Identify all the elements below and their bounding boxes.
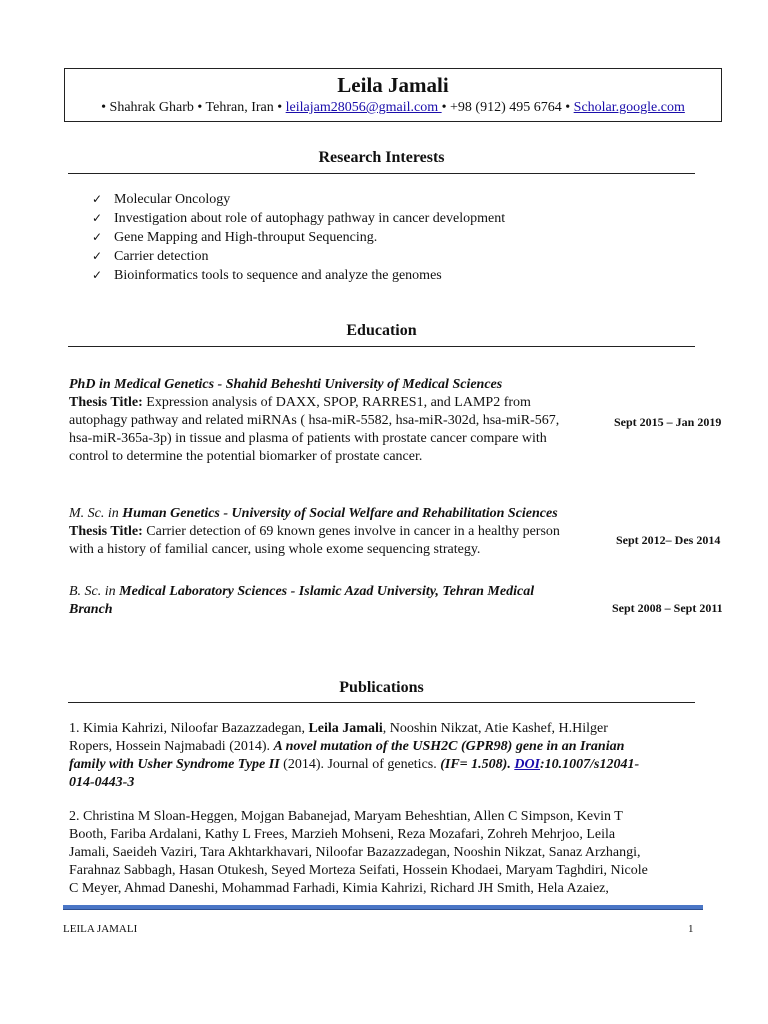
thesis-label: Thesis Title: [69, 395, 143, 410]
highlighted-author: Leila Jamali [308, 721, 383, 736]
scholar-link[interactable]: Scholar.google.com [573, 100, 685, 115]
address-text: • Shahrak Gharb • Tehran, Iran • [101, 100, 286, 115]
paper-title: A novel mutation of the USH2C (GPR98) gene in an Iranian [273, 739, 625, 754]
phd-date: Sept 2015 – Jan 2019 [614, 415, 722, 429]
checkmark-icon: ✓ [92, 230, 103, 244]
list-item: ✓ Molecular Oncology [92, 192, 231, 207]
footer-bar [63, 905, 703, 910]
msc-degree: Human Genetics - University of Social Welfare and Rehabilitation Sciences [122, 506, 558, 521]
research-interests-list [92, 190, 505, 285]
phone-text: • +98 (912) 495 6764 • [441, 100, 574, 115]
list-item: ✓ Investigation about role of autophagy pathway in cancer development [92, 211, 506, 226]
list-item: ✓ Bioinformatics tools to sequence and analyze the genomes [92, 268, 442, 283]
footer-name: LEILA JAMALI [63, 923, 138, 935]
bsc-date: Sept 2008 – Sept 2011 [612, 601, 723, 615]
checkmark-icon: ✓ [92, 268, 103, 282]
checkmark-icon: ✓ [92, 249, 103, 263]
contact-line [65, 99, 721, 117]
header-box [64, 68, 722, 122]
resume-name: Leila Jamali [337, 73, 449, 97]
email-link[interactable]: leilajam28056@gmail.com [285, 100, 442, 115]
checkmark-icon: ✓ [92, 192, 103, 206]
list-item: ✓ Carrier detection [92, 249, 209, 264]
research-interests-heading: Research Interests [318, 149, 445, 166]
thesis-label: Thesis Title: [69, 524, 143, 539]
impact-factor: (IF= 1.508). [440, 757, 515, 772]
bsc-degree: Medical Laboratory Sciences - Islamic Azad University, Tehran Medical [119, 584, 535, 599]
publications-rule [68, 702, 695, 703]
publications-heading: Publications [339, 679, 424, 696]
doi-link[interactable]: DOI [514, 757, 540, 772]
publication-1: 1. Kimia Kahrizi, Niloofar Bazazzadegan, Leila Jamali, Nooshin Nikzat, Atie Kashef, H.Hilger Ropers, Hossein Najmabadi (2014). A novel mutation of the USH2C (GPR98) gene in an Iranian family with Usher Syndrome Type II (2014). Journal of genetics. (IF= 1.508). DOI:10.1007/s12041- 014-0443-3 [69, 721, 640, 790]
page-number: 1 [688, 923, 694, 935]
education-heading: Education [346, 322, 417, 339]
publication-2: 2. Christina M Sloan-Heggen, Mojgan Babanejad, Maryam Beheshtian, Allen C Simpson, Kevin T Booth, Fariba Ardalani, Kathy L Frees, Marzieh Mohseni, Reza Mozafari, Zohreh Mehrjoo, Leila Jamali, Saeideh Vaziri, Tara Akhtarkhavari, Niloofar Bazazzadegan, Nooshin Nikzat, Sanaz Arzhangi, Farahnaz Sabbagh, Hasan Otukesh, Seyed Morteza Seifati, Hossein Khodaei, Maryam Taghdiri, Nicole C Meyer, Ahmad Daneshi, Mohammad Farhadi, Kimia Kahrizi, Richard JH Smith, Hela Azaiez, [69, 809, 648, 896]
bsc-entry: B. Sc. in Medical Laboratory Sciences - Islamic Azad University, Tehran Medical Branch [69, 584, 535, 617]
education-rule [68, 346, 695, 347]
phd-entry: PhD in Medical Genetics - Shahid Beheshti University of Medical Sciences Thesis Title: Expression analysis of DAXX, SPOP, RARRES1, and LAMP2 from autophagy pathway and related miRNAs ( hsa-miR-5582, hsa-miR-302d, hsa-miR-567, hsa-miR-365a-3p) in tissue and plasma of patients with prostate cancer compare with control to determine the potential biomarker of prostate cancer. [69, 376, 609, 466]
checkmark-icon: ✓ [92, 211, 103, 225]
msc-date: Sept 2012– Des 2014 [616, 533, 721, 547]
msc-entry: M. Sc. in Human Genetics - University of Social Welfare and Rehabilitation Sciences Thesis Title: Carrier detection of 69 known genes involve in cancer in a healthy person with a history of familial cancer, using whole exome sequencing strategy. [69, 506, 560, 557]
phd-degree: PhD in Medical Genetics - Shahid Beheshti University of Medical Sciences [69, 377, 503, 392]
research-rule [68, 173, 695, 174]
list-item: ✓ Gene Mapping and High-throuput Sequencing. [92, 230, 378, 245]
